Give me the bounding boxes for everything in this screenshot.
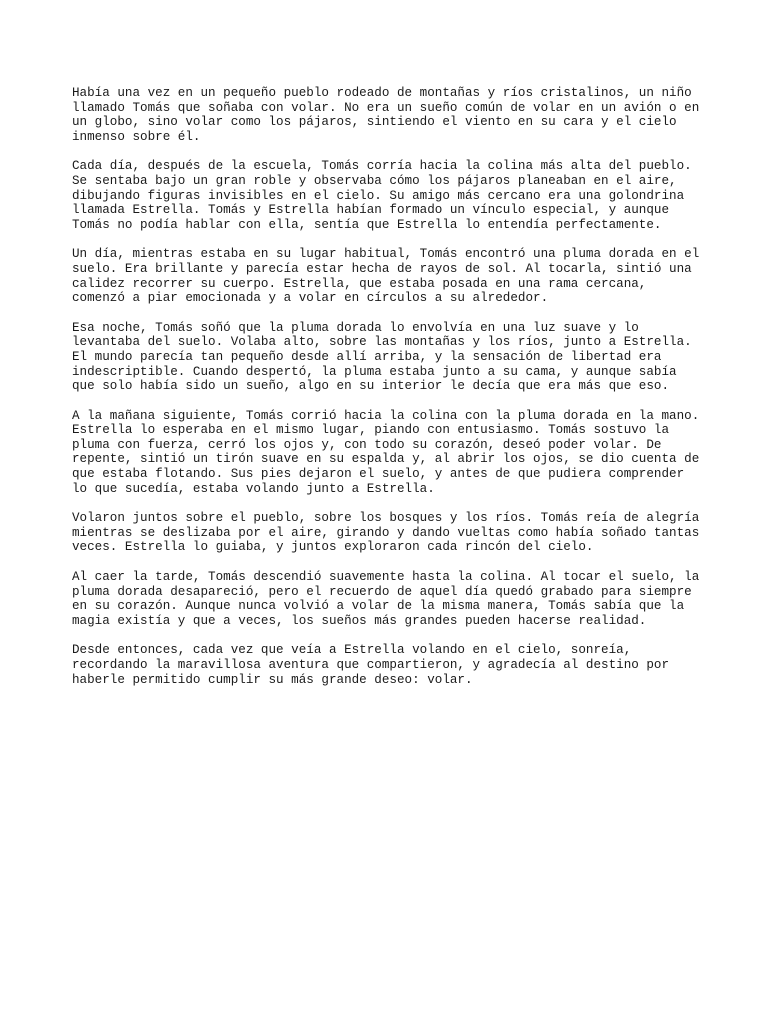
paragraph-8: Desde entonces, cada vez que veía a Estrella volando en el cielo, sonreía, recordando la maravillosa aventura que compartieron, y agradecía al destino por haberle permitido cumplir su más grande deseo: volar. <box>72 643 670 687</box>
paragraph-5: A la mañana siguiente, Tomás corrió hacia la colina con la pluma dorada en la mano. Estrella lo esperaba en el mismo lugar, piando con entusiasmo. Tomás sostuvo la pluma con fuerza, cerró los ojos y, con todo su corazón, deseó poder volar. De repente, sintió un tirón suave en su espalda y, al abrir los ojos, se dio cuenta de que estaba flotando. Sus pies dejaron el suelo, y antes de que pudiera comprender lo que sucedía, estaba volando junto a Estrella. <box>72 408 700 496</box>
paragraph-6: Volaron juntos sobre el pueblo, sobre los bosques y los ríos. Tomás reía de alegría mientras se deslizaba por el aire, girando y dando vueltas como había soñado tantas veces. Estrella lo guiaba, y juntos exploraron cada rincón del cielo. <box>72 511 700 555</box>
document-body <box>72 86 712 702</box>
paragraph-1: Había una vez en un pequeño pueblo rodeado de montañas y ríos cristalinos, un niño llamado Tomás que soñaba con volar. No era un sueño común de volar en un avión o en un globo, sino volar como los pájaros, sintiendo el viento en su cara y el cielo inmenso sobre él. <box>72 86 700 144</box>
paragraph-7: Al caer la tarde, Tomás descendió suavemente hasta la colina. Al tocar el suelo, la pluma dorada desapareció, pero el recuerdo de aquel día quedó grabado para siempre en su corazón. Aunque nunca volvió a volar de la misma manera, Tomás sabía que la magia existía y que a veces, los sueños más grandes pueden hacerse realidad. <box>72 570 700 628</box>
paragraph-2: Cada día, después de la escuela, Tomás corría hacia la colina más alta del pueblo. Se sentaba bajo un gran roble y observaba cómo los pájaros planeaban en el aire, dibujando figuras invisibles en el cielo. Su amigo más cercano era una golondrina llamada Estrella. Tomás y Estrella habían formado un vínculo especial, y aunque Tomás no podía hablar con ella, sentía que Estrella lo entendía perfectamente. <box>72 159 692 232</box>
paragraph-3: Un día, mientras estaba en su lugar habitual, Tomás encontró una pluma dorada en el suelo. Era brillante y parecía estar hecha de rayos de sol. Al tocarla, sintió una calidez recorrer su cuerpo. Estrella, que estaba posada en una rama cercana, comenzó a piar emocionada y a volar en círculos a su alrededor. <box>72 247 700 306</box>
paragraph-4: Esa noche, Tomás soñó que la pluma dorada lo envolvía en una luz suave y lo levantaba del suelo. Volaba alto, sobre las montañas y los ríos, junto a Estrella. El mundo parecía tan pequeño desde allí arriba, y la sensación de libertad era indescriptible. Cuando despertó, la pluma estaba junto a su cama, y aunque sabía que solo había sido un sueño, algo en su interior le decía que era más que eso. <box>72 320 692 394</box>
